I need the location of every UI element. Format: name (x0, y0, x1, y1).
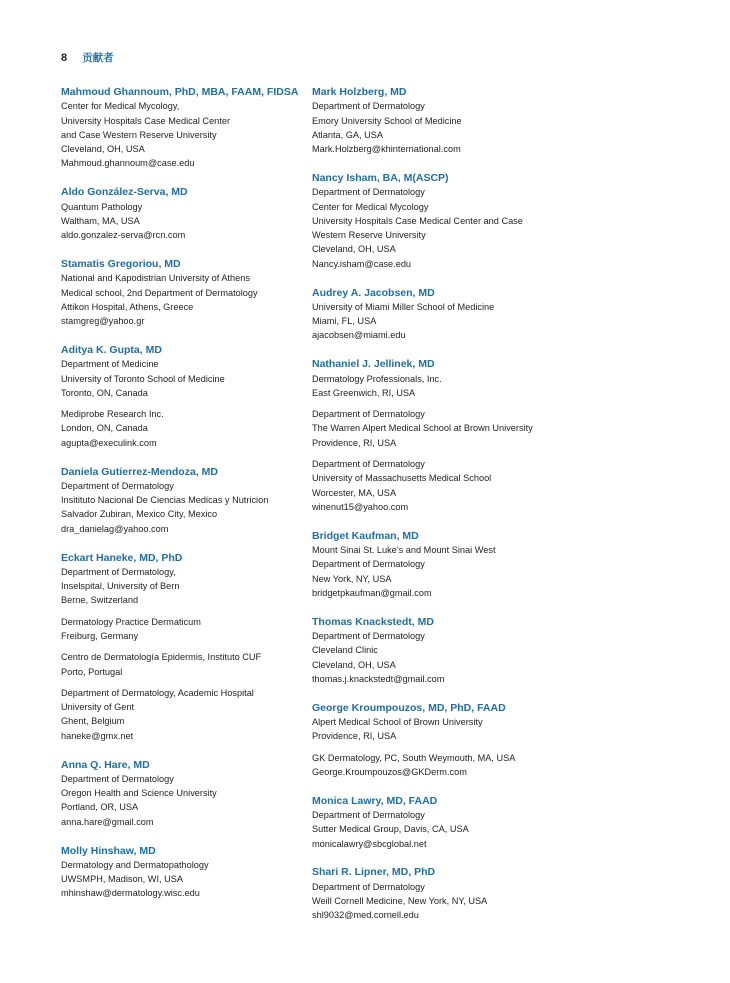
affiliation-line: Department of Dermatology, Academic Hospital (61, 687, 254, 698)
affiliation-line: Cleveland Clinic (312, 645, 378, 656)
affiliation-line: Department of Dermatology (312, 559, 425, 570)
affiliation-line: Mount Sinai St. Luke’s and Mount Sinai West (312, 545, 496, 556)
contributor-name: Nathaniel J. Jellinek, MD (312, 358, 435, 371)
affiliation-line: The Warren Alpert Medical School at Brown University (312, 423, 533, 434)
affiliation-line: Center for Medical Mycology (312, 201, 429, 212)
contributor-email: aldo.gonzalez-serva@rcn.com (61, 230, 186, 241)
affiliation-line: Miami, FL, USA (312, 316, 377, 327)
affiliation-block (312, 99, 572, 156)
contributor-entry (312, 529, 572, 600)
contributor-name: Shari R. Lipner, MD, PhD (312, 866, 436, 879)
contributor-name: Aldo González-Serva, MD (61, 186, 188, 199)
contributor-email: agupta@execulink.com (61, 437, 157, 448)
affiliation-line: Center for Medical Mycology, (61, 101, 180, 112)
affiliation-line: Providence, RI, USA (312, 437, 397, 448)
contributor-name: Stamatis Gregoriou, MD (61, 257, 181, 270)
affiliation-line: Western Reserve University (312, 230, 426, 241)
affiliation-line: University of Gent (61, 702, 135, 713)
affiliation-block (312, 457, 572, 514)
affiliation-line: Dermatology Professionals, Inc. (312, 373, 442, 384)
contributor-email: dra_danielag@yahoo.com (61, 523, 169, 534)
affiliation-block (312, 300, 572, 343)
affiliation-line: Department of Dermatology (312, 881, 425, 892)
affiliation-line: Department of Dermatology (312, 409, 425, 420)
affiliation-line: University Hospitals Case Medical Center and Case (312, 215, 523, 226)
affiliation-line: Waltham, MA, USA (61, 215, 140, 226)
affiliation-line: University of Massachusetts Medical School (312, 473, 492, 484)
affiliation-line: Dermatology Practice Dermaticum (61, 616, 201, 627)
affiliation-line: Atlanta, GA, USA (312, 129, 383, 140)
contributor-entry (312, 357, 572, 514)
page-header (61, 50, 114, 66)
contributor-name: Aditya K. Gupta, MD (61, 343, 162, 356)
affiliation-line: GK Dermatology, PC, South Weymouth, MA, USA (312, 752, 516, 763)
affiliation-line: Providence, RI, USA (312, 731, 397, 742)
contributor-email: Nancy.isham@case.edu (312, 258, 412, 269)
contributor-email: ajacobsen@miami.edu (312, 330, 406, 341)
contributor-email: shl9032@med.cornell.edu (312, 910, 419, 921)
contributor-email: stamgreg@yahoo.gr (61, 316, 145, 327)
affiliation-line: University of Toronto School of Medicine (61, 373, 225, 384)
contributor-email: monicalawry@sbcglobal.net (312, 838, 427, 849)
affiliation-line: Cleveland, OH, USA (61, 144, 145, 155)
affiliation-line: New York, NY, USA (312, 573, 392, 584)
contributor-entry (312, 701, 572, 779)
affiliation-line: Centro de Dermatología Epidermis, Instituto CUF (61, 652, 262, 663)
contributor-email: Mahmoud.ghannoum@case.edu (61, 158, 195, 169)
affiliation-line: Worcester, MA, USA (312, 487, 397, 498)
affiliation-line: Portland, OR, USA (61, 802, 139, 813)
affiliation-line: Weill Cornell Medicine, New York, NY, USA (312, 895, 488, 906)
affiliation-line: Mediprobe Research Inc. (61, 409, 164, 420)
affiliation-line: Freiburg, Germany (61, 631, 139, 641)
affiliation-line: Attikon Hospital, Athens, Greece (61, 301, 194, 312)
affiliation-line: Department of Dermatology (312, 809, 425, 820)
affiliation-line: East Greenwich, RI, USA (312, 387, 416, 398)
contributor-name: Mahmoud Ghannoum, PhD, MBA, FAAM, FIDSA (61, 86, 299, 98)
affiliation-block (312, 629, 572, 686)
affiliation-line: Emory University School of Medicine (312, 115, 462, 126)
contributor-email: anna.hare@gmail.com (61, 816, 154, 827)
contributor-email: haneke@gmx.net (61, 730, 134, 741)
contributor-entry (312, 171, 572, 271)
affiliation-line: Ghent, Belgium (61, 716, 125, 727)
affiliation-block (312, 808, 572, 851)
affiliation-line: Oregon Health and Science University (61, 788, 217, 799)
affiliation-line: and Case Western Reserve University (61, 129, 217, 140)
contributor-email: mhinshaw@dermatology.wisc.edu (61, 888, 200, 899)
contributor-entry (312, 85, 572, 156)
contributor-name: Anna Q. Hare, MD (61, 758, 150, 771)
affiliation-line: Department of Dermatology (61, 773, 174, 784)
affiliation-block (312, 880, 572, 923)
contributor-name: Molly Hinshaw, MD (61, 844, 156, 857)
affiliation-line: Department of Dermatology (312, 459, 425, 470)
affiliation-line: Dermatology and Dermatopathology (61, 859, 209, 870)
affiliation-line: Toronto, ON, Canada (61, 387, 148, 398)
contributor-name: Eckart Haneke, MD, PhD (61, 551, 183, 564)
affiliation-line: Salvador Zubiran, Mexico City, Mexico (61, 509, 218, 520)
affiliation-line: Insitituto Nacional De Ciencias Medicas y Nutricion (61, 495, 269, 506)
contributor-email: George.Kroumpouzos@GKDerm.com (312, 766, 467, 777)
affiliation-block (312, 407, 572, 450)
affiliation-line: National and Kapodistrian University of Athens (61, 273, 250, 284)
affiliation-line: University Hospitals Case Medical Center (61, 115, 231, 126)
affiliation-block (312, 543, 572, 600)
contributor-name: Mark Holzberg, MD (312, 86, 407, 98)
contributor-entry (312, 794, 572, 851)
affiliation-line: Department of Dermatology (312, 187, 425, 198)
affiliation-block (312, 372, 572, 401)
affiliation-line: Berne, Switzerland (61, 595, 139, 606)
contributor-entry (312, 865, 572, 922)
affiliation-line: Inselspital, University of Bern (61, 581, 180, 592)
affiliation-line: Department of Dermatology (61, 480, 174, 491)
affiliation-line: London, ON, Canada (61, 423, 148, 434)
affiliation-block (312, 185, 572, 271)
page-number: 8 (61, 52, 68, 64)
section-title: 贡献者 (82, 52, 114, 64)
contributor-name: Daniela Gutierrez-Mendoza, MD (61, 465, 218, 478)
affiliation-line: Department of Dermatology (312, 101, 425, 112)
contributor-name: Nancy Isham, BA, M(ASCP) (312, 171, 449, 184)
affiliation-line: Sutter Medical Group, Davis, CA, USA (312, 824, 469, 835)
affiliation-line: Department of Dermatology, (61, 566, 176, 577)
affiliation-line: Department of Dermatology (312, 631, 425, 641)
contributor-name: George Kroumpouzos, MD, PhD, FAAD (312, 701, 506, 714)
contributor-entry (312, 286, 572, 343)
affiliation-line: University of Miami Miller School of Medicine (312, 301, 495, 312)
affiliation-line: Porto, Portugal (61, 666, 123, 677)
affiliation-line: UWSMPH, Madison, WI, USA (61, 874, 184, 885)
affiliation-block (312, 751, 572, 780)
contributor-email: bridgetpkaufman@gmail.com (312, 587, 432, 598)
contributors-right-column (312, 85, 572, 937)
contributor-name: Bridget Kaufman, MD (312, 529, 419, 542)
affiliation-line: Cleveland, OH, USA (312, 659, 396, 670)
contributor-entry (312, 615, 572, 686)
contributor-email: winenut15@yahoo.com (312, 501, 409, 512)
contributor-email: thomas.j.knackstedt@gmail.com (312, 673, 445, 684)
contributor-name: Thomas Knackstedt, MD (312, 615, 434, 628)
affiliation-line: Quantum Pathology (61, 201, 143, 212)
affiliation-line: Cleveland, OH, USA (312, 244, 396, 255)
affiliation-line: Alpert Medical School of Brown University (312, 716, 483, 727)
affiliation-line: Medical school, 2nd Department of Dermatology (61, 287, 258, 298)
contributor-email: Mark.Holzberg@khinternational.com (312, 144, 461, 155)
contributor-name: Audrey A. Jacobsen, MD (312, 286, 435, 299)
affiliation-line: Department of Medicine (61, 359, 159, 370)
affiliation-block (312, 715, 572, 744)
contributor-name: Monica Lawry, MD, FAAD (312, 794, 438, 807)
